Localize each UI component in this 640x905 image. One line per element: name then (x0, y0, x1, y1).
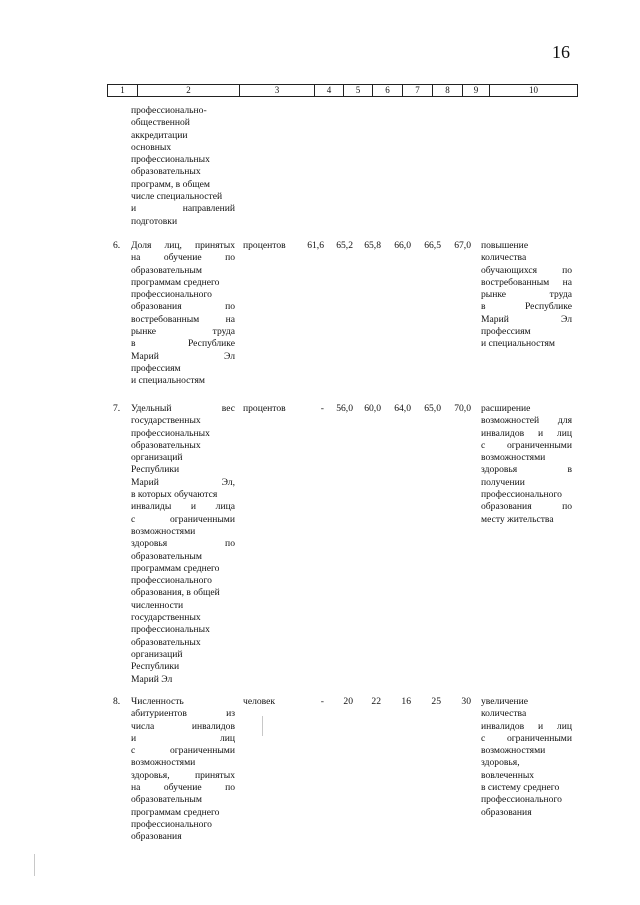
text-line: количества (481, 252, 527, 264)
text-line: числе специальностей (131, 191, 223, 203)
header-col-8: 8 (432, 85, 462, 96)
text-line: образовательным (131, 550, 202, 562)
header-col-9: 9 (462, 85, 489, 96)
text-line: численности (131, 599, 184, 611)
value-cell: 60,0 (364, 403, 381, 414)
text-line: в которых обучаются (131, 489, 218, 501)
unit-cell: процентов (243, 240, 286, 251)
text-line: программам среднего (131, 806, 220, 818)
text-line: государственных (131, 415, 201, 427)
text-line: востребованным на (481, 276, 572, 288)
text-line: Численность (131, 696, 184, 707)
text-line: Республики (131, 661, 180, 673)
text-line: возможностями (131, 525, 196, 537)
text-line: профессиям (131, 362, 181, 374)
text-line: программ, в общем (131, 178, 210, 190)
text-line: образования (481, 806, 532, 818)
text-line: Марий Эл, (131, 476, 235, 488)
text-line: с ограниченными (481, 732, 572, 744)
value-cell: 64,0 (394, 403, 411, 414)
text-line: образовательным (131, 264, 202, 276)
value-cell: - (320, 403, 324, 414)
text-line: и направлений (131, 203, 235, 215)
text-line: общественной (131, 117, 190, 129)
text-line: Республики (131, 464, 180, 476)
text-line: образовательных (131, 439, 201, 451)
indicator-cell (131, 403, 235, 686)
value-cell: 66,5 (424, 240, 441, 251)
value-cell: 61,6 (307, 240, 324, 251)
unit-cell: человек (243, 696, 276, 707)
text-line: с ограниченными (131, 513, 235, 525)
value-cell: 65,8 (364, 240, 381, 251)
text-line: востребованным на (131, 313, 235, 325)
text-line: профессионального (481, 794, 562, 806)
text-line: здоровья, принятых (131, 769, 235, 781)
text-line: профессионального (131, 575, 212, 587)
text-line: в Республике (131, 338, 235, 350)
unit-cell: процентов (243, 403, 286, 414)
indicator-cell (131, 696, 235, 844)
header-col-10: 10 (489, 85, 577, 96)
result-cell (481, 696, 572, 819)
header-col-6: 6 (372, 85, 402, 96)
text-line: организаций (131, 452, 183, 464)
text-line: месту жительства (481, 513, 554, 525)
text-line: инвалидов и лиц (481, 720, 572, 732)
text-line: возможностями (481, 452, 546, 464)
text-line: и специальностям (481, 338, 555, 350)
row-number: 8. (113, 696, 121, 707)
text-line: рынке труда (131, 326, 235, 338)
text-line: Доля лиц, принятых (131, 240, 235, 251)
text-line: профессионально- (131, 105, 207, 116)
text-line: числа инвалидов (131, 720, 235, 732)
header-col-3: 3 (239, 85, 314, 96)
text-line: организаций (131, 648, 183, 660)
text-line: в Республике (481, 301, 572, 313)
text-line: вовлеченных (481, 769, 535, 781)
text-line: повышение (481, 240, 529, 251)
text-line: профессионального (131, 289, 212, 301)
value-cell: 30 (461, 696, 471, 707)
value-cell: 65,2 (336, 240, 353, 251)
header-col-4: 4 (314, 85, 343, 96)
value-cell: 16 (401, 696, 411, 707)
text-line: получении (481, 476, 525, 488)
text-line: инвалиды и лица (131, 501, 235, 513)
text-line: профессиональных (131, 624, 210, 636)
text-line: рынке труда (481, 289, 572, 301)
text-line: возможностями (481, 745, 546, 757)
text-line: Марий Эл (481, 313, 572, 325)
scan-artifact (34, 854, 35, 876)
text-line: возможностей для (481, 415, 572, 427)
value-cell: - (320, 696, 324, 707)
value-cell: 66,0 (394, 240, 411, 251)
text-line: программам среднего (131, 276, 220, 288)
header-col-5: 5 (343, 85, 372, 96)
text-line: профессионального (131, 818, 212, 830)
value-cell: 22 (371, 696, 381, 707)
text-line: возможностями (131, 757, 196, 769)
text-line: программам среднего (131, 562, 220, 574)
text-line: государственных (131, 612, 201, 624)
text-line: с ограниченными (131, 745, 235, 757)
text-line: увеличение (481, 696, 529, 707)
value-cell: 67,0 (454, 240, 471, 251)
text-line: профессиям (481, 326, 531, 338)
text-line: Марий Эл (131, 673, 173, 685)
text-line: профессиональных (131, 154, 210, 166)
text-line: профессионального (481, 489, 562, 501)
row-number: 7. (113, 403, 121, 414)
text-line: на обучение по (131, 782, 235, 794)
header-col-1: 1 (120, 85, 125, 95)
text-line: и лиц (131, 732, 235, 744)
text-line: образования по (481, 501, 572, 513)
header-col-7: 7 (402, 85, 432, 96)
text-line: образовательных (131, 636, 201, 648)
value-cell: 65,0 (424, 403, 441, 414)
indicator-cell (131, 240, 235, 388)
text-line: здоровья по (131, 538, 235, 550)
text-line: подготовки (131, 215, 178, 227)
text-line: здоровья в (481, 464, 572, 476)
text-line: профессиональных (131, 427, 210, 439)
text-line: Марий Эл (131, 350, 235, 362)
text-line: образовательных (131, 166, 201, 178)
text-line: и специальностям (131, 375, 205, 387)
text-line: Удельный вес (131, 403, 235, 414)
text-line: образования, в общей (131, 587, 220, 599)
value-cell: 56,0 (336, 403, 353, 414)
page-number: 16 (552, 42, 570, 62)
value-cell: 25 (431, 696, 441, 707)
result-cell (481, 403, 572, 526)
text-line: количества (481, 708, 527, 720)
text-line: основных (131, 141, 172, 153)
scan-artifact (262, 716, 263, 736)
text-line: инвалидов и лиц (481, 427, 572, 439)
text-line: здоровья, (481, 757, 520, 769)
value-cell: 20 (343, 696, 353, 707)
result-cell (481, 240, 572, 351)
text-line: образования (131, 831, 182, 843)
text-line: образования по (131, 301, 235, 313)
text-line: на обучение по (131, 252, 235, 264)
value-cell: 70,0 (454, 403, 471, 414)
text-line: расширение (481, 403, 531, 414)
row-number: 6. (113, 240, 121, 251)
table-header-row (107, 84, 578, 97)
continuation-cell (131, 105, 235, 228)
text-line: с ограниченными (481, 439, 572, 451)
text-line: абитуриентов из (131, 708, 235, 720)
text-line: образовательным (131, 794, 202, 806)
text-line: в систему среднего (481, 782, 560, 794)
text-line: аккредитации (131, 129, 188, 141)
text-line: обучающихся по (481, 264, 572, 276)
header-col-2: 2 (137, 85, 239, 96)
